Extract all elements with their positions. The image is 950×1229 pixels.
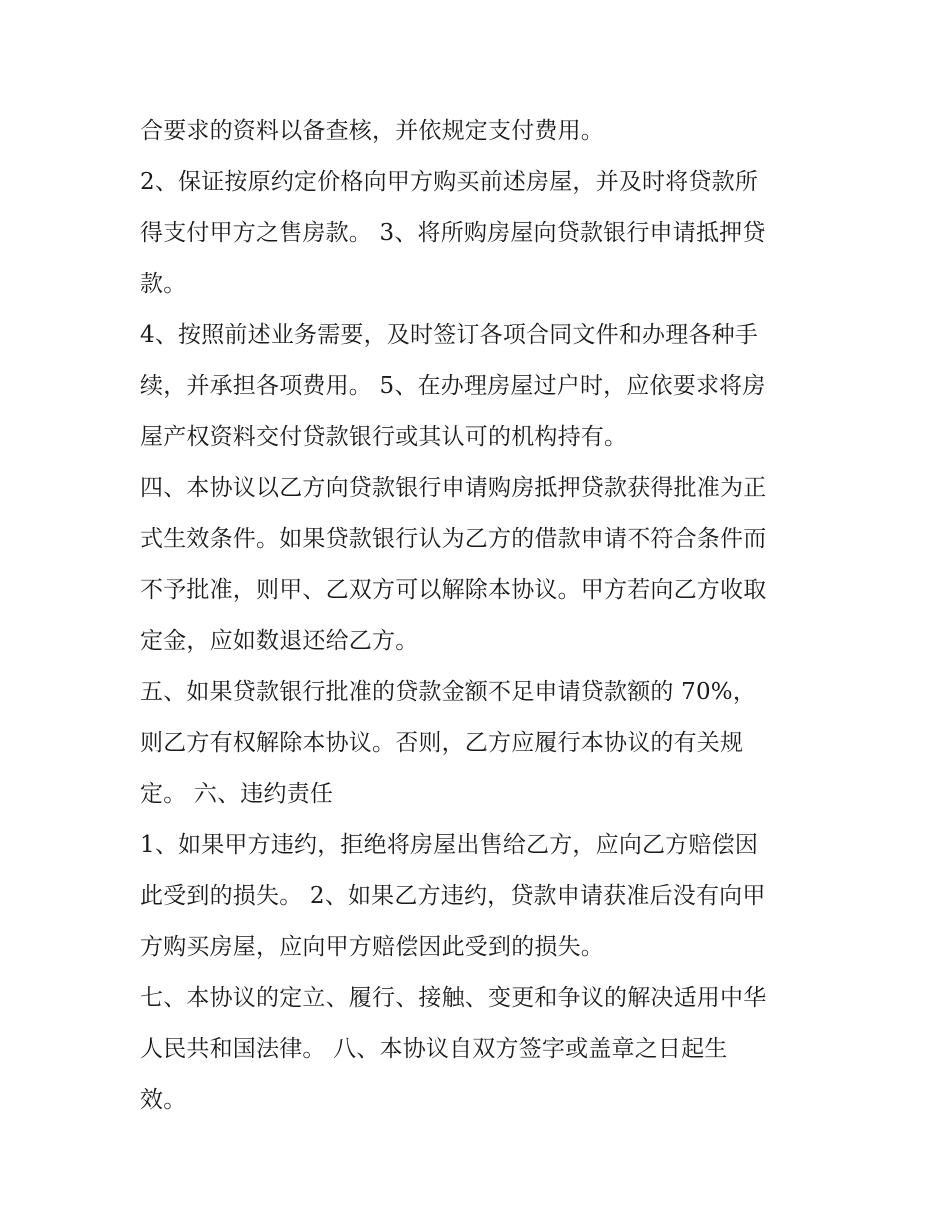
text-line-11: 定金，应如数退还给乙方。: [140, 628, 419, 654]
text-line-18: 七、本协议的定立、履行、接触、变更和争议的解决适用中华: [140, 985, 767, 1011]
text-line-3: 得支付甲方之售房款。 3、将所购房屋向贷款银行申请抵押贷: [140, 220, 766, 246]
text-line-4: 款。: [140, 271, 187, 297]
text-line-1: 合要求的资料以备查核，并依规定支付费用。: [140, 118, 604, 144]
document-body: [140, 106, 830, 1126]
text-line-13: 则乙方有权解除本协议。否则，乙方应履行本协议的有关规: [140, 730, 744, 756]
text-line-20: 效。: [140, 1087, 187, 1113]
text-line-7: 屋产权资料交付贷款银行或其认可的机构持有。: [140, 424, 628, 450]
text-line-16: 此受到的损失。 2、如果乙方违约，贷款申请获准后没有向甲: [140, 883, 766, 909]
text-line-8: 四、本协议以乙方向贷款银行申请购房抵押贷款获得批准为正: [140, 475, 767, 501]
text-line-17: 方购买房屋，应向甲方赔偿因此受到的损失。: [140, 934, 604, 960]
text-line-6: 续，并承担各项费用。 5、在办理房屋过户时，应依要求将房: [140, 373, 766, 399]
text-line-10: 不予批准，则甲、乙双方可以解除本协议。甲方若向乙方收取: [140, 577, 767, 603]
text-line-5: 4、按照前述业务需要，及时签订各项合同文件和办理各种手: [140, 322, 759, 348]
text-line-15: 1、如果甲方违约，拒绝将房屋出售给乙方，应向乙方赔偿因: [140, 832, 759, 858]
text-line-19: 人民共和国法律。 八、本协议自双方签字或盖章之日起生: [140, 1036, 728, 1062]
text-line-2: 2、保证按原约定价格向甲方购买前述房屋，并及时将贷款所: [140, 169, 759, 195]
text-line-9: 式生效条件。如果贷款银行认为乙方的借款申请不符合条件而: [140, 526, 767, 552]
text-line-14: 定。 六、违约责任: [140, 781, 334, 807]
text-line-12: 五、如果贷款银行批准的贷款金额不足申请贷款额的 70%，: [140, 679, 757, 705]
